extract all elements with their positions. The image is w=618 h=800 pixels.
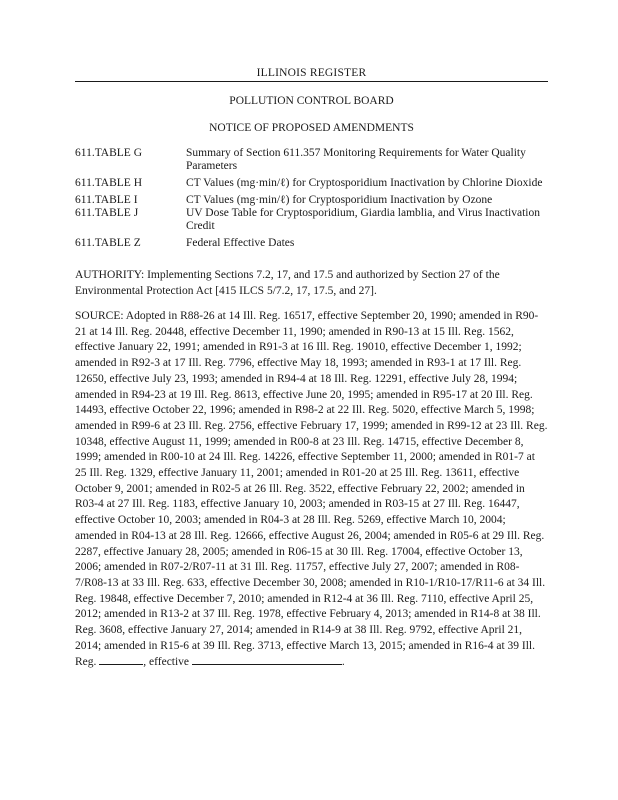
table-list xyxy=(75,147,555,254)
toc-row xyxy=(75,194,555,207)
toc-row xyxy=(75,207,555,233)
source-comma: , xyxy=(143,656,147,669)
toc-row xyxy=(75,147,555,173)
source-effective-label: effective xyxy=(149,656,190,669)
toc-number: 611.TABLE I xyxy=(75,194,138,206)
toc-description: CT Values (mg·min/ℓ) for Cryptosporidium Inactivation by Chlorine Dioxide xyxy=(186,177,543,189)
toc-row xyxy=(75,237,555,250)
register-page-blank xyxy=(99,654,143,665)
toc-description: Federal Effective Dates xyxy=(186,237,295,249)
toc-description: CT Values (mg·min/ℓ) for Cryptosporidium Inactivation by Ozone xyxy=(186,194,493,206)
notice-title: NOTICE OF PROPOSED AMENDMENTS xyxy=(209,122,414,134)
register-header: ILLINOIS REGISTER xyxy=(75,67,548,82)
authority-paragraph: AUTHORITY: Implementing Sections 7.2, 17, and 17.5 and authorized by Section 27 of the Environmental Protection Act [415 ILCS 5/7.2, 17, 17.5, and 27]. xyxy=(75,269,500,297)
toc-number: 611.TABLE J xyxy=(75,207,139,219)
toc-description: Summary of Section 611.357 Monitoring Requirements for Water Quality Parameters xyxy=(186,147,526,172)
toc-number: 611.TABLE G xyxy=(75,147,143,159)
agency-title: POLLUTION CONTROL BOARD xyxy=(229,95,394,107)
effective-date-blank xyxy=(192,654,342,665)
toc-number: 611.TABLE Z xyxy=(75,237,141,249)
source-period: . xyxy=(341,656,345,669)
source-text: SOURCE: Adopted in R88-26 at 14 Ill. Reg. 16517, effective September 20, 1990; amended in R90-21 at 14 Ill. Reg. 20448, effective December 11, 1990; amended in R90-13 at 15 Ill. Reg. 1562, effective January 22, 1991; amended in R91-3 at 16 Ill. Reg. 19010, effective December 1, 1992; amended in R92-3 at 17 Ill. Reg. 7796, effective May 18, 1993; amended in R93-1 at 17 Ill. Reg. 12650, effective July 23, 1993; amended in R94-4 at 18 Ill. Reg. 12291, effective July 28, 1994; amended in R94-23 at 19 Ill. Reg. 8613, effective June 20, 1995; amended in R95-17 at 20 Ill. Reg. 14493, effective October 22, 1996; amended in R98-2 at 22 Ill. Reg. 5020, effective March 5, 1998; amended in R99-6 at 23 Ill. Reg. 2756, effective February 17, 1999; amended in R99-12 at 23 Ill. Reg. 10348, effective August 11, 1999; amended in R00-8 at 23 Ill. Reg. 14715, effective December 8, 1999; amended in R00-10 at 24 Ill. Reg. 14226, effective September 11, 2000; amended in R01-7 at 25 Ill. Reg. 1329, effective January 11, 2001; amended in R01-20 at 25 Ill. Reg. 13611, effective October 9, 2001; amended in R02-5 at 26 Ill. Reg. 3522, effective February 22, 2002; amended in R03-4 at 27 Ill. Reg. 1183, effective January 10, 2003; amended in R03-15 at 27 Ill. Reg. 16447, effective October 10, 2003; amended in R04-3 at 28 Ill. Reg. 5269, effective March 10, 2004; amended in R04-13 at 28 Ill. Reg. 12666, effective August 26, 2004; amended in R05-6 at 29 Ill. Reg. 2287, effective January 28, 2005; amended in R06-15 at 30 Ill. Reg. 17004, effective October 13, 2006; amended in R07-2/R07-11 at 31 Ill. Reg. 11757, effective July 27, 2007; amended in R08-7/R08-13 at 33 Ill. Reg. 633, effective December 30, 2008; amended in R10-1/R10-17/R11-6 at 34 Ill. Reg. 19848, effective December 7, 2010; amended in R12-4 at 36 Ill. Reg. 7110, effective April 25, 2012; amended in R13-2 at 37 Ill. Reg. 1978, effective February 4, 2013; amended in R14-8 at 38 Ill. Reg. 3608, effective January 27, 2014; amended in R14-9 at 38 Ill. Reg. 9792, effective April 21, 2014; amended in R15-6 at 39 Ill. Reg. 3713, effective March 13, 2015; amended in R16-4 at 39 Ill. Reg. xyxy=(75,310,548,669)
toc-description: UV Dose Table for Cryptosporidium, Giardia lamblia, and Virus Inactivation Credit xyxy=(186,207,540,232)
toc-row xyxy=(75,177,555,190)
toc-number: 611.TABLE H xyxy=(75,177,143,189)
source-paragraph xyxy=(75,309,548,671)
